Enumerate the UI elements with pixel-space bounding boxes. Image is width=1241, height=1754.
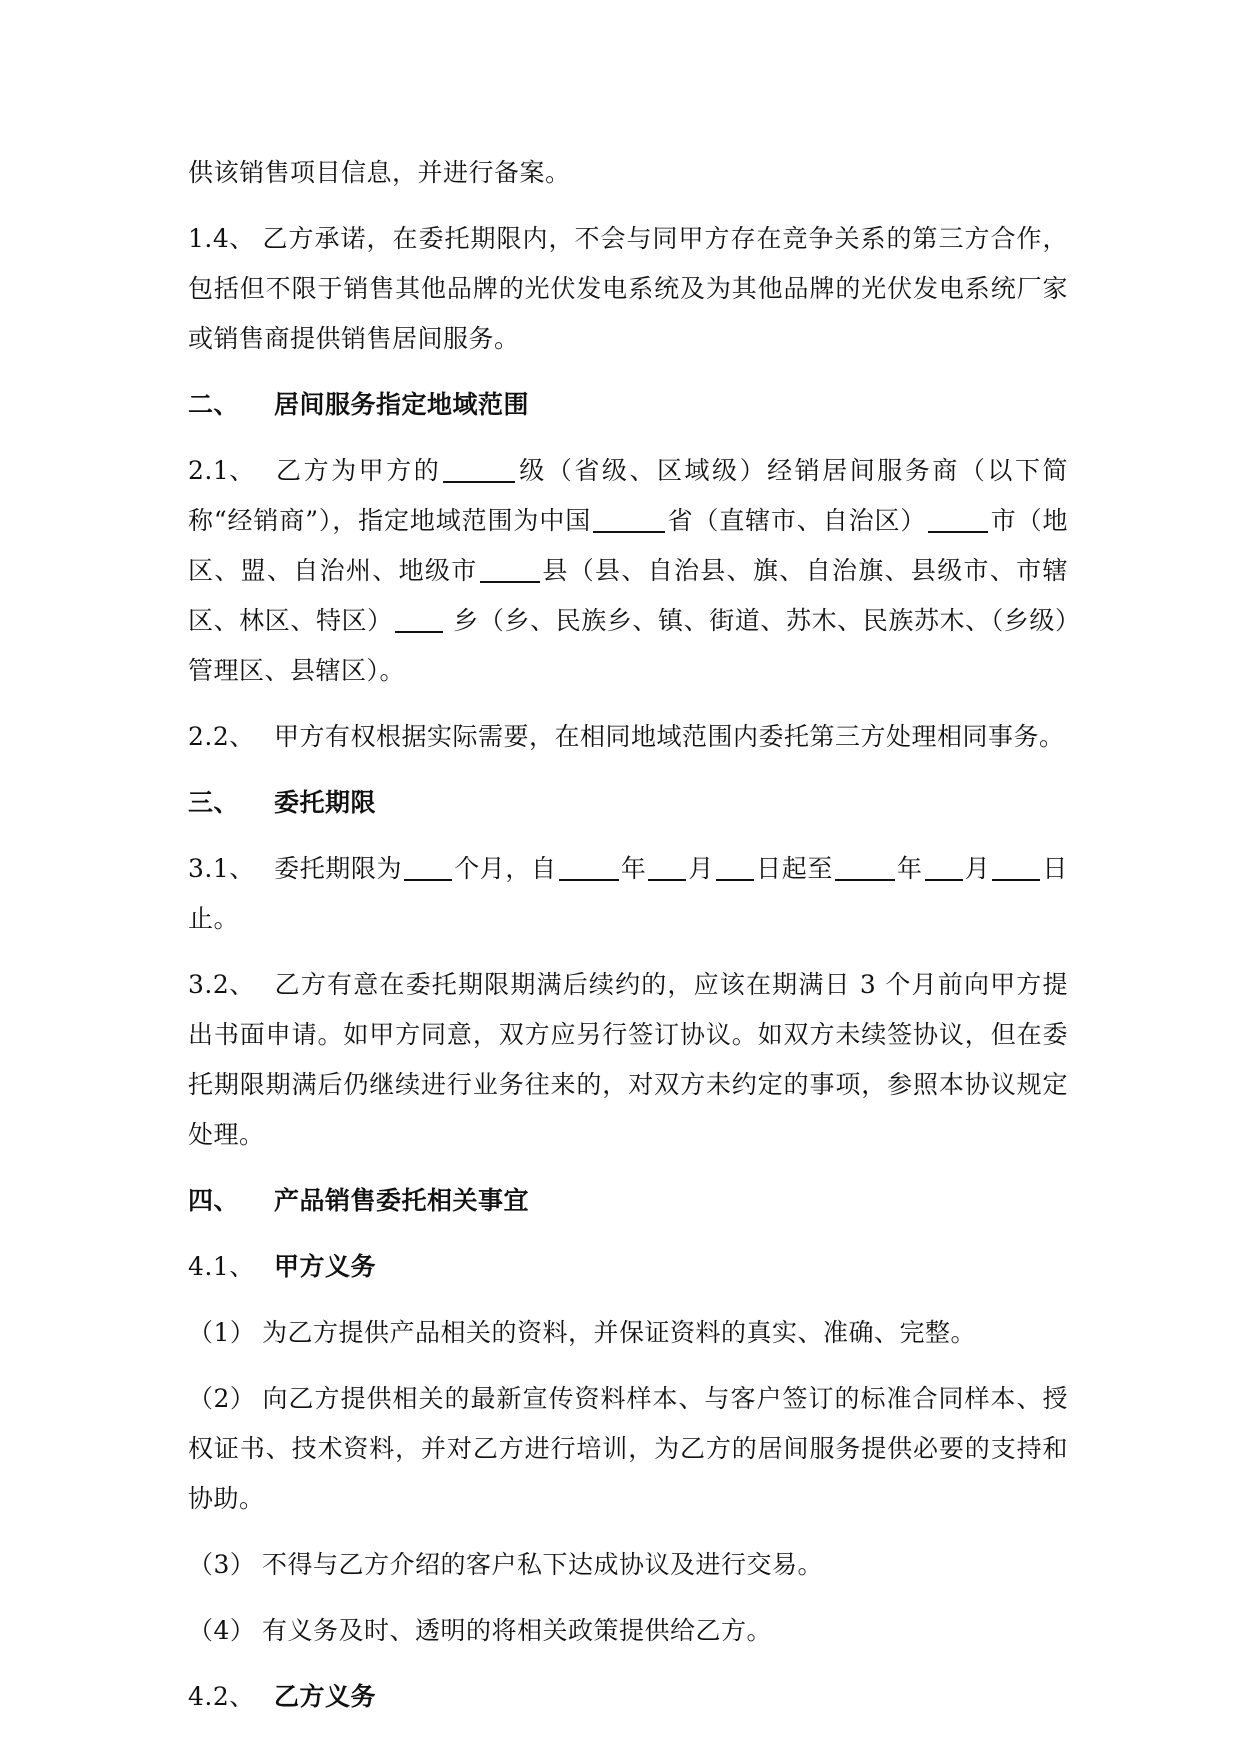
clause-text: 日止。: [188, 854, 1068, 933]
clause-text: 乙方为甲方的: [274, 456, 442, 485]
section-number: 四、: [188, 1186, 240, 1215]
clause-text: 市（地区、盟、自治州、地级市: [188, 506, 1068, 585]
list-item: [188, 1374, 1068, 1524]
blank-end-month[interactable]: [925, 853, 963, 881]
item-number: （2）: [188, 1384, 256, 1413]
list-item: [188, 1540, 1068, 1590]
clause-4-2: [188, 1672, 1068, 1722]
list-item: [188, 1606, 1068, 1656]
section-title: 产品销售委托相关事宜: [274, 1186, 530, 1215]
clause-number: 2.2、: [188, 722, 255, 751]
blank-end-day[interactable]: [992, 853, 1040, 881]
item-text: 向乙方提供相关的最新宣传资料样本、与客户签订的标准合同样本、授权证书、技术资料，并对乙方进行培训，为乙方的居间服务提供必要的支持和协助。: [188, 1384, 1068, 1513]
blank-province[interactable]: [593, 505, 665, 533]
clause-text: 委托期限为: [274, 854, 403, 883]
blank-county[interactable]: [480, 555, 540, 583]
clause-3-2: [188, 960, 1068, 1160]
clause-text: 甲方有权根据实际需要，在相同地域范围内委托第三方处理相同事务。: [274, 722, 1065, 751]
clause-number: 4.2、: [188, 1682, 255, 1711]
clause-number: 3.1、: [188, 854, 255, 883]
section-heading-3: [188, 778, 1068, 828]
clause-text: 月: [688, 854, 715, 883]
document-page: [188, 148, 1068, 1722]
clause-number: 4.1、: [188, 1252, 255, 1281]
item-text: 不得与乙方介绍的客户私下达成协议及进行交易。: [262, 1550, 824, 1579]
clause-3-1: [188, 844, 1068, 944]
blank-level[interactable]: [443, 455, 515, 483]
clause-title: 乙方义务: [274, 1682, 377, 1711]
section-heading-2: [188, 380, 1068, 430]
blank-start-day[interactable]: [716, 853, 754, 881]
clause-text: 个月，自: [454, 854, 557, 883]
blank-city[interactable]: [928, 505, 988, 533]
item-number: （1）: [188, 1318, 256, 1347]
clause-1-4: [188, 214, 1068, 364]
blank-start-year[interactable]: [559, 853, 619, 881]
section-number: 三、: [188, 788, 240, 817]
clause-2-1: [188, 446, 1068, 696]
clause-text: 年: [620, 854, 647, 883]
clause-number: 2.1、: [188, 456, 255, 485]
clause-text: 省（直辖市、自治区）: [667, 506, 927, 535]
paragraph-intro: 供该销售项目信息，并进行备案。: [188, 158, 571, 187]
clause-text: 月: [964, 854, 991, 883]
section-title: 居间服务指定地域范围: [274, 390, 530, 419]
clause-number: 1.4、: [188, 224, 255, 253]
section-title: 委托期限: [274, 788, 377, 817]
item-text: 有义务及时、透明的将相关政策提供给乙方。: [262, 1616, 773, 1645]
clause-text: 乙方有意在委托期限期满后续约的，应该在期满日 3 个月前向甲方提出书面申请。如甲方同意，双方应另行签订协议。如双方未续签协议，但在委托期限期满后仍继续进行业务往来的，对双方未约定的事项，参照本协议规定处理。: [188, 970, 1068, 1149]
clause-text: 日起至: [756, 854, 833, 883]
list-item: [188, 1308, 1068, 1358]
clause-text: 级（省级、区域级）经销居间服务商（以下简称“经销商”），指定地域范围为中国: [188, 456, 1068, 535]
item-number: （4）: [188, 1616, 256, 1645]
section-heading-4: [188, 1176, 1068, 1226]
clause-title: 甲方义务: [274, 1252, 377, 1281]
clause-2-2: [188, 712, 1068, 762]
item-text: 为乙方提供产品相关的资料，并保证资料的真实、准确、完整。: [262, 1318, 977, 1347]
item-number: （3）: [188, 1550, 256, 1579]
blank-township[interactable]: [395, 605, 443, 633]
clause-text: 县（县、自治县、旗、自治旗、县级市、市辖区、林区、特区）: [188, 556, 1068, 635]
section-number: 二、: [188, 390, 240, 419]
blank-start-month[interactable]: [648, 853, 686, 881]
blank-end-year[interactable]: [835, 853, 895, 881]
clause-number: 3.2、: [188, 970, 255, 999]
clause-text: 乙方承诺，在委托期限内，不会与同甲方存在竞争关系的第三方合作，包括但不限于销售其他品牌的光伏发电系统及为其他品牌的光伏发电系统厂家或销售商提供销售居间服务。: [188, 224, 1068, 353]
blank-months[interactable]: [404, 853, 452, 881]
clause-text: 乡（乡、民族乡、镇、街道、苏木、民族苏木、（乡级）管理区、县辖区）。: [188, 606, 1068, 685]
clause-4-1: [188, 1242, 1068, 1292]
clause-text: 年: [896, 854, 923, 883]
